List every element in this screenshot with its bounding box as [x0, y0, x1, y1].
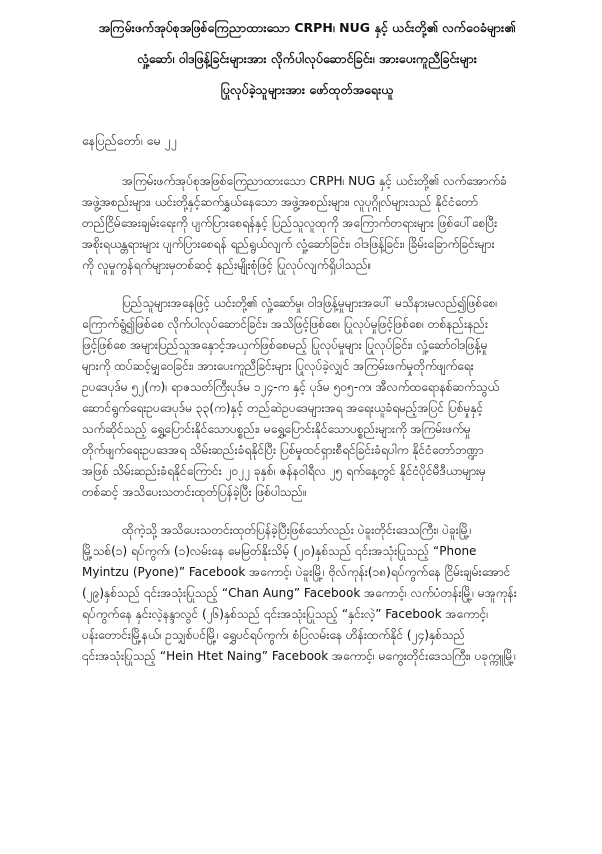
paragraph-2	[82, 293, 532, 503]
paragraph-line: ဆောင်ရွက်ရေးဥပဒေပုဒ်မ ၃၃(က)နှင့် တည်ဆဲဥပဒေများအရ အရေးယူခံရမည့်အပြင် ပြစ်မှုနှင့်	[82, 401, 484, 415]
paragraph-line: (၂၉)နှစ်သည် ၎င်းအသုံးပြုသည့် “Chan Aung” Facebook အကောင့်၊ လက်ပံတန်းမြို့၊ မအူကုန်း	[82, 586, 517, 600]
paragraph-line: တည်ငြိမ်အေးချမ်းရေးကို ပျက်ပြားစေရန်နှင့် ပြည်သူလူထုကို အကြောက်တရားများ ဖြစ်ပေါ်စေပြီး	[82, 216, 498, 230]
paragraph-line: ကို လူမှုကွန်ရက်များမှတစ်ဆင့် နည်းမျိုးစုံဖြင့် ပြုလုပ်လျက်ရှိပါသည်။	[82, 258, 372, 272]
paragraph-line: ၎င်းအသုံးပြုသည့် “Hein Htet Naing” Facebook အကောင့်၊ မကွေးတိုင်းဒေသကြီး၊ ပခုက္ကူမြို့၊	[82, 649, 516, 663]
paragraph-line: မြို့သစ်(၁) ရပ်ကွက်၊ (၁)လမ်းနေ မေမြတ်နိုးသိမ့် (၂ဝ)နှစ်သည် ၎င်းအသုံးပြုသည့် “Phone	[82, 544, 477, 558]
paragraph-3	[82, 520, 532, 667]
paragraph-line: တိုက်ဖျက်ရေးဥပဒေအရ သိမ်းဆည်းခံရနိုင်ပြီး ပြစ်မှုထင်ရှားစီရင်ခြင်းခံရပါက နိုင်ငံတော်ဘဏ္ဍာ	[82, 443, 484, 457]
title-line: အကြမ်းဖက်အုပ်စုအဖြစ်ကြေညာထားသော CRPH၊ NUG နှင့် ယင်းတို့၏ လက်ဝေခံများ၏	[98, 20, 516, 35]
paragraph-line: အဖွဲ့အစည်းများ၊ ယင်းတို့နှင့်ဆက်နွှယ်နေသော အဖွဲ့အစည်းများ၊ လူပုဂ္ဂိုလ်များသည် နိုင်ငံတော်	[82, 195, 478, 209]
paragraph-line: ဥပဒေပုဒ်မ ၅၂(က)၊ ရာဇသတ်ကြီးပုဒ်မ ၁၂၄-က နှင့် ပုဒ်မ ၅ဝ၅-က၊ အီလက်ထရောနစ်ဆက်သွယ်	[82, 380, 500, 394]
paragraph-line: ရပ်ကွက်နေ နှင်းလဲ့နန္ဒာလွင် (၂၆)နှစ်သည် ၎င်းအသုံးပြုသည့် “နှင်းလဲ့” Facebook အကောင့်၊	[82, 607, 489, 621]
paragraph-line: အကြမ်းဖက်အုပ်စုအဖြစ်ကြေညာထားသော CRPH၊ NUG နှင့် ယင်းတို့၏ လက်အောက်ခံ	[122, 174, 507, 188]
paragraph-line: ထိုကဲ့သို့ အသိပေးသတင်းထုတ်ပြန်ခဲ့ပြီးဖြစ်သော်လည်း ပဲခူးတိုင်းဒေသကြီး၊ ပဲခူးမြို့၊	[122, 523, 472, 537]
title-line: လှုံ့ဆော်၊ ဝါဒဖြန့်ခြင်းများအား လိုက်ပါလုပ်ဆောင်ခြင်း၊ အားပေးကူညီခြင်းများ	[137, 51, 477, 66]
paragraph-line: အဖြစ် သိမ်းဆည်းခံရနိုင်ကြောင်း ၂ဝ၂၂ ခုနှစ်၊ ဇန်နဝါရီလ ၂၅ ရက်နေ့တွင် နိုင်ငံပိုင်မီဒီယာများမှ	[82, 464, 486, 478]
document-title	[82, 12, 532, 105]
paragraph-line: တစ်ဆင့် အသိပေးသတင်းထုတ်ပြန်ခဲ့ပြီး ဖြစ်ပါသည်။	[82, 485, 307, 499]
paragraph-line: ကြောက်ရွံ၍ဖြစ်စေ လိုက်ပါလုပ်ဆောင်ခြင်း၊ အသိဖြင့်ဖြစ်စေ၊ ပြုလုပ်မှုဖြင့်ဖြစ်စေ၊ တစ်နည်းနည်း	[82, 317, 489, 331]
paragraph-line: ဖြင့်ဖြစ်စေ အများပြည်သူအနှောင့်အယှက်ဖြစ်စေမည့် ပြုလုပ်မှုများ ပြုလုပ်ခြင်း၊ လှုံ့ဆော်ဝါဒဖြန့်မှု	[82, 338, 488, 352]
paragraph-line: များကို ထပ်ဆင့်မျှဝေခြင်း၊ အားပေးကူညီခြင်းများ ပြုလုပ်ခဲ့လျှင် အကြမ်းဖက်မှုတိုက်ဖျက်ရေး	[82, 359, 474, 373]
title-line: ပြုလုပ်ခဲ့သူများအား ဖော်ထုတ်အရေးယူ	[220, 82, 394, 97]
paragraph-1	[82, 171, 532, 276]
paragraph-line: သက်ဆိုင်သည့် ရွှေ့ပြောင်းနိုင်သောပစ္စည်း၊ မရွှေ့ပြောင်းနိုင်သောပစ္စည်းများကို အကြမ်းဖက်မှု	[82, 422, 471, 436]
paragraph-line: အစိုးရယန္တရားများ ပျက်ပြားစေရန် ရည်ရွယ်လျက် လှုံ့ဆော်ခြင်း၊ ဝါဒဖြန့်ခြင်း၊ ခြိမ်းခြောက်ခြင်းများ	[82, 237, 495, 251]
paragraph-line: ပန်းတောင်းမြို့နယ်၊ ဥသျှစ်ပင်မြို့၊ ရွှေပင်ရပ်ကွက်၊ စံပြလမ်းနေ ဟိန်းထက်နိုင် (၂၄)နှစ်သည်	[82, 628, 466, 642]
paragraph-line: ပြည်သူများအနေဖြင့် ယင်းတို့၏ လှုံ့ဆော်မှု၊ ဝါဒဖြန့်မှုများအပေါ် မသိနားမလည်၍ဖြစ်စေ၊	[122, 296, 498, 310]
dateline: နေပြည်တော်၊ မေ ၂၂	[82, 133, 177, 148]
paragraph-line: Myintzu (Pyone)” Facebook အကောင့်၊ ပဲခူးမြို့၊ ဗိုလ်ကုန်း(၁၈)ရပ်ကွက်နေ ငြိမ်းချမ်းအောင်	[82, 565, 511, 579]
